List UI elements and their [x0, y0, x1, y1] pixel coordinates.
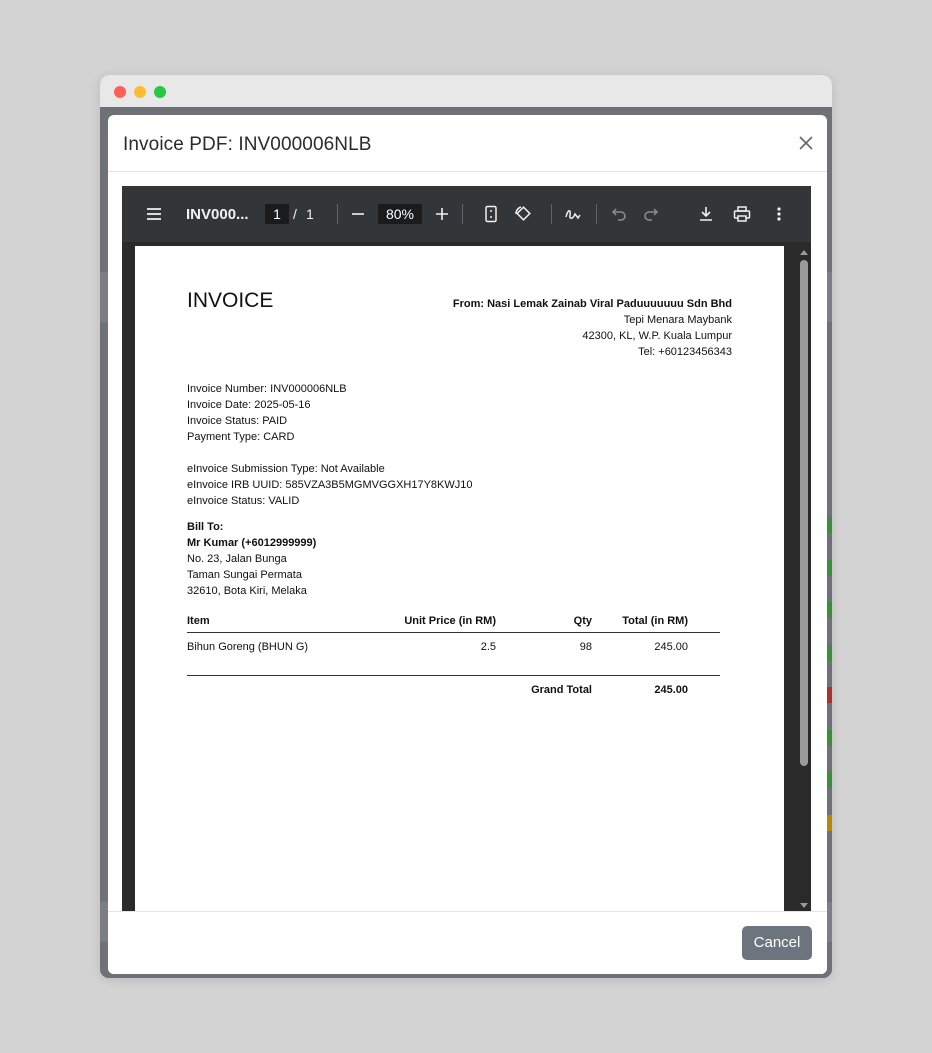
fit-page-button[interactable] [481, 204, 501, 224]
print-icon [733, 206, 751, 222]
zoom-out-icon [351, 207, 365, 221]
einvoice-meta [187, 461, 473, 509]
pdf-page [135, 246, 784, 911]
more-icon [777, 206, 781, 222]
table-header-unit-price: Unit Price (in RM) [404, 615, 496, 627]
fit-page-icon [484, 205, 498, 223]
menu-button[interactable] [144, 204, 164, 224]
scroll-up-icon[interactable] [799, 248, 809, 256]
backdrop-strip [100, 902, 108, 942]
table-cell-qty: 98 [579, 641, 592, 653]
zoom-in-button[interactable] [432, 204, 452, 224]
pdf-viewer [122, 186, 811, 911]
page-number-input[interactable]: 1 [265, 204, 289, 224]
toolbar-divider [596, 204, 597, 224]
table-footer-divider [187, 675, 720, 676]
invoice-heading: INVOICE [187, 289, 274, 312]
close-icon [797, 134, 815, 152]
toolbar-divider [551, 204, 552, 224]
minimize-window-button[interactable] [134, 86, 146, 98]
close-modal-button[interactable] [797, 134, 815, 152]
document-name: INV000... [186, 206, 249, 223]
table-cell-item: Bihun Goreng (BHUN G) [187, 641, 309, 653]
zoom-input[interactable]: 80% [378, 204, 422, 224]
customer-address-line: Taman Sungai Permata [187, 569, 302, 581]
cancel-button[interactable]: Cancel [742, 926, 812, 960]
annotate-icon [564, 205, 582, 223]
table-header-divider [187, 632, 720, 633]
zoom-in-icon [435, 207, 449, 221]
invoice-date: Invoice Date: 2025-05-16 [187, 399, 311, 411]
grand-total-value: 245.00 [654, 684, 688, 696]
bill-to-label: Bill To: [187, 521, 224, 533]
toolbar-divider [337, 204, 338, 224]
customer-address-line: 32610, Bota Kiri, Melaka [187, 585, 307, 597]
close-window-button[interactable] [114, 86, 126, 98]
zoom-out-button[interactable] [348, 204, 368, 224]
annotate-button[interactable] [563, 204, 583, 224]
seller-address-line: Tepi Menara Maybank [623, 314, 732, 326]
table-header-total: Total (in RM) [622, 615, 688, 627]
maximize-window-button[interactable] [154, 86, 166, 98]
undo-icon [611, 207, 627, 221]
seller-address-line: 42300, KL, W.P. Kuala Lumpur [582, 330, 732, 342]
download-icon [698, 206, 714, 222]
undo-button[interactable] [609, 204, 629, 224]
einvoice-uuid: eInvoice IRB UUID: 585VZA3B5MGMVGGXH17Y8KWJ10 [187, 479, 473, 491]
table-header-item: Item [187, 615, 210, 627]
pdf-toolbar [122, 186, 811, 242]
redo-button[interactable] [641, 204, 661, 224]
seller-name: From: Nasi Lemak Zainab Viral Paduuuuuuu Sdn Bhd [452, 298, 732, 310]
einvoice-submission-type: eInvoice Submission Type: Not Available [187, 463, 385, 475]
pdf-scrollbar[interactable] [798, 246, 808, 911]
invoice-number: Invoice Number: INV000006NLB [187, 383, 347, 395]
modal-title: Invoice PDF: INV000006NLB [123, 134, 372, 155]
invoice-meta [187, 381, 347, 445]
table-cell-total: 245.00 [654, 641, 688, 653]
table-header-qty: Qty [573, 615, 592, 627]
page-total: 1 [306, 206, 314, 222]
print-button[interactable] [732, 204, 752, 224]
scroll-down-icon[interactable] [799, 902, 809, 910]
download-button[interactable] [696, 204, 716, 224]
modal-footer [108, 911, 827, 974]
customer-address-line: No. 23, Jalan Bunga [187, 553, 287, 565]
seller-phone: Tel: +60123456343 [638, 346, 732, 358]
window-titlebar [100, 75, 832, 107]
toolbar-divider [462, 204, 463, 224]
einvoice-status: eInvoice Status: VALID [187, 495, 300, 507]
redo-icon [643, 207, 659, 221]
bill-to-block [187, 519, 316, 599]
menu-icon [145, 207, 163, 221]
seller-block [453, 296, 732, 360]
customer-name: Mr Kumar (+6012999999) [187, 537, 317, 549]
rotate-button[interactable] [512, 204, 534, 224]
grand-total-label: Grand Total [531, 684, 592, 696]
modal-header [108, 115, 827, 172]
invoice-status: Invoice Status: PAID [187, 415, 288, 427]
app-window [100, 75, 832, 978]
page-separator: / [293, 206, 297, 222]
backdrop-strip [100, 272, 108, 322]
table-cell-unit-price: 2.5 [480, 641, 496, 653]
pdf-scrollbar-thumb[interactable] [800, 260, 808, 766]
more-options-button[interactable] [769, 204, 789, 224]
invoice-pdf-modal [108, 115, 827, 974]
rotate-icon [513, 205, 533, 223]
payment-type: Payment Type: CARD [187, 431, 295, 443]
